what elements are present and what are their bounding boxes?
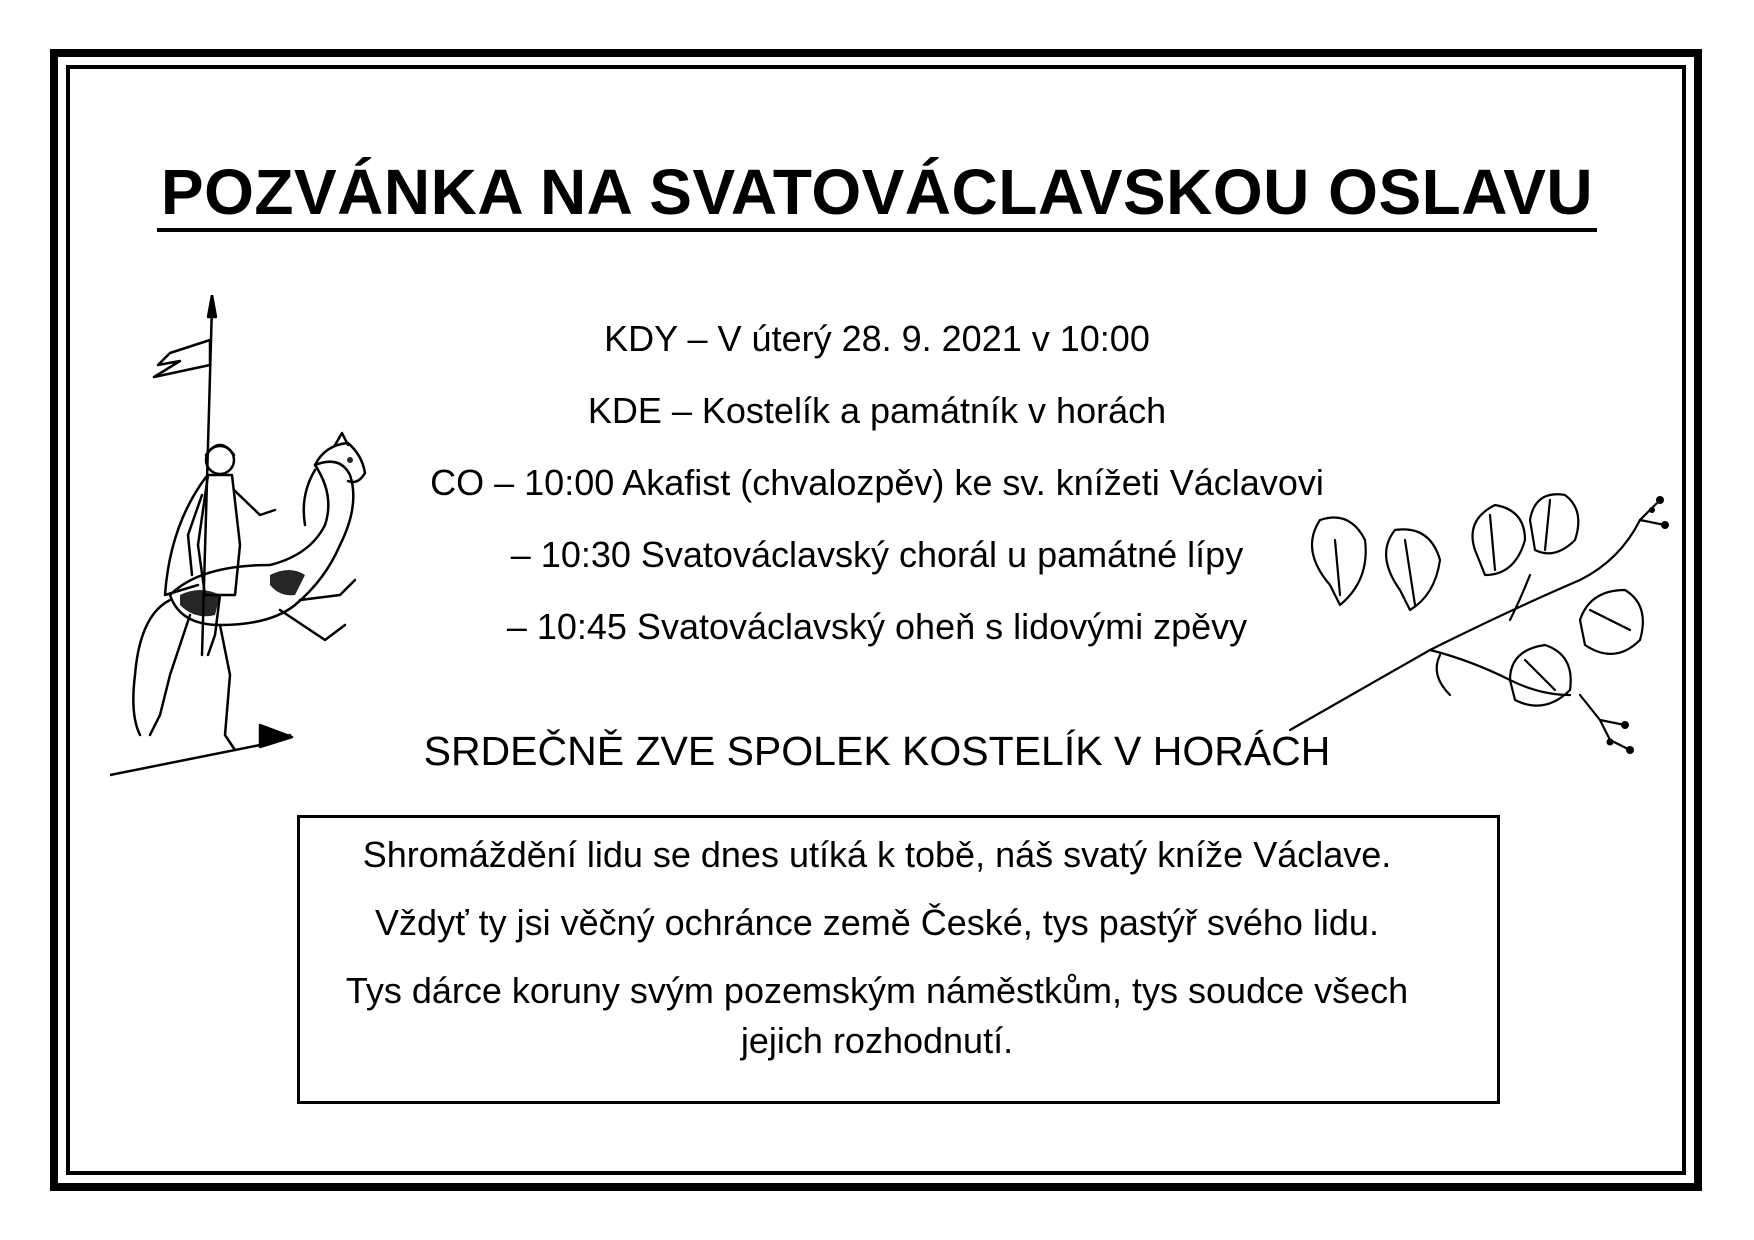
invitation-title-block — [0, 155, 1754, 232]
event-when: KDY – V úterý 28. 9. 2021 v 10:00 — [604, 318, 1150, 359]
st-wenceslas-rider-icon — [110, 295, 380, 795]
quote-line-4: jejich rozhodnutí. — [740, 1020, 1014, 1061]
event-where: KDE – Kostelík a památník v horách — [587, 390, 1167, 431]
quote-line-1: Shromáždění lidu se dnes utíká k tobě, náš svatý kníže Václave. — [362, 834, 1392, 875]
event-program-1: CO – 10:00 Akafist (chvalozpěv) ke sv. knížeti Václavovi — [430, 462, 1324, 503]
invitation-from: SRDEČNĚ ZVE SPOLEK KOSTELÍK V HORÁCH — [423, 728, 1331, 774]
event-program-3: – 10:45 Svatováclavský oheň s lidovými zpěvy — [506, 606, 1248, 647]
quote-line-2: Vždyť ty jsi věčný ochránce země České, tys pastýř svého lidu. — [375, 902, 1379, 943]
linden-branch-icon — [1280, 480, 1680, 770]
event-program-2: – 10:30 Svatováclavský chorál u památné lípy — [510, 534, 1244, 575]
invitation-title: POZVÁNKA NA SVATOVÁCLAVSKOU OSLAVU — [157, 159, 1597, 232]
quote-line-3: Tys dárce koruny svým pozemským náměstkům, tys soudce všech — [345, 970, 1409, 1011]
